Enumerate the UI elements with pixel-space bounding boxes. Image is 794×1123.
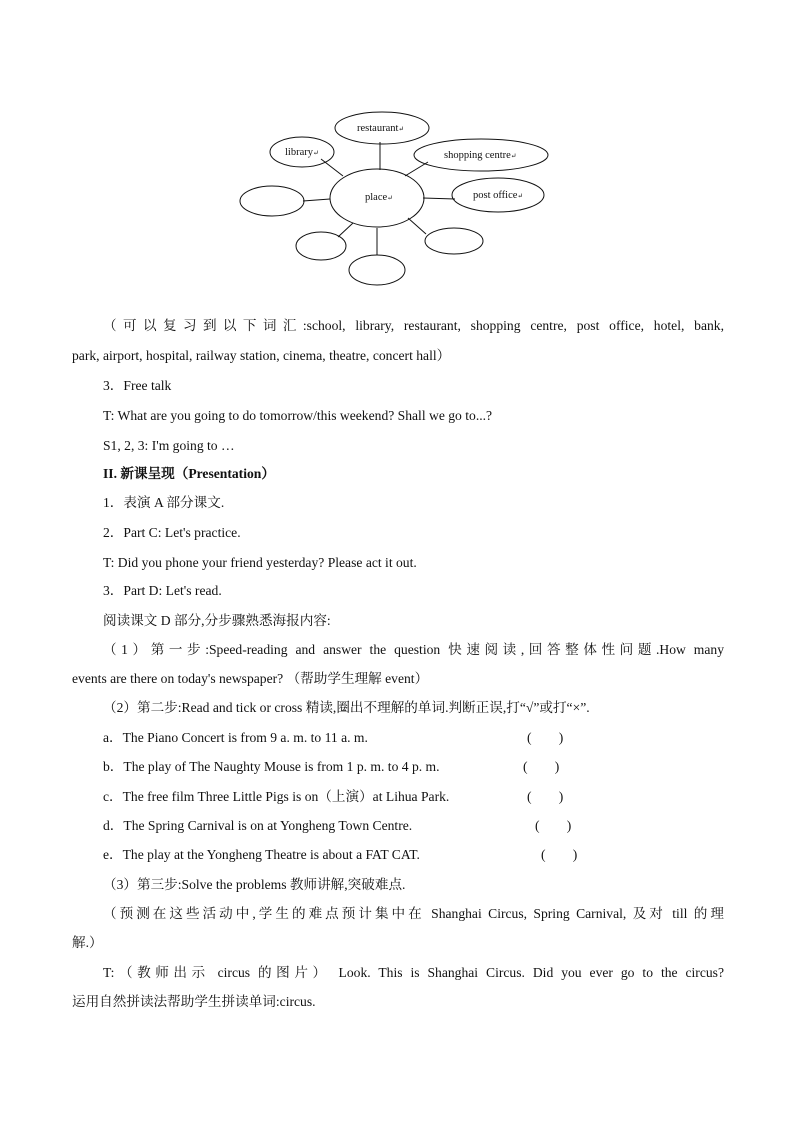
reading-intro: 阅读课文 D 部分,分步骤熟悉海报内容:	[103, 613, 331, 628]
place-mind-map	[230, 106, 560, 290]
statement-e: e．The play at the Yongheng Theatre is about a FAT CAT.	[103, 847, 420, 862]
statement-d: d．The Spring Carnival is on at Yongheng Town Centre.	[103, 818, 413, 833]
teacher-question-1: T: What are you going to do tomorrow/this weekend? Shall we go to...?	[103, 408, 493, 423]
connector-empty-right	[408, 218, 426, 234]
answer-blank-a[interactable]: ( )	[527, 730, 564, 745]
answer-blank-d[interactable]: ( )	[535, 818, 572, 833]
phonics-note: 运用自然拼读法帮助学生拼读单词:circus.	[72, 994, 316, 1009]
solve-problems-step: （3）第三步:Solve the problems 教师讲解,突破难点.	[103, 877, 406, 892]
step-1-perform: 1．表演 A 部分课文.	[103, 495, 225, 510]
student-answer: S1, 2, 3: I'm going to …	[103, 438, 235, 453]
tick-or-cross-step: （2）第二步:Read and tick or cross 精读,圈出不理解的单词.判断正误,打“√”或打“×”.	[103, 700, 590, 715]
review-vocab-line-2: park, airport, hospital, railway station, cinema, theatre, concert hall）	[72, 348, 451, 363]
statement-c: c．The free film Three Little Pigs is on（上演）at Lihua Park.	[103, 789, 450, 804]
node-empty-right	[425, 228, 483, 254]
node-empty-left	[240, 186, 304, 216]
teacher-question-2: T: Did you phone your friend yesterday? Please act it out.	[103, 555, 417, 570]
step-2-practice: 2．Part C: Let's practice.	[103, 525, 241, 540]
speed-reading-step: （1）第一步:Speed-reading and answer the question 快速阅读,回答整体性问题.How many	[103, 642, 724, 657]
post-office-label: post office↵	[473, 190, 524, 201]
node-empty-bottom-left	[296, 232, 346, 260]
free-talk-heading: 3．Free talk	[103, 378, 172, 393]
answer-blank-e[interactable]: ( )	[541, 847, 578, 862]
answer-blank-c[interactable]: ( )	[527, 789, 564, 804]
speed-reading-step-2: events are there on today's newspaper? （帮助学生理解 event）	[72, 671, 429, 686]
section-heading-presentation: II. 新课呈现（Presentation）	[103, 466, 275, 481]
step-3-read: 3．Part D: Let's read.	[103, 583, 222, 598]
library-label: library↵	[285, 147, 319, 158]
shopping-centre-label: shopping centre↵	[444, 150, 517, 161]
connector-empty-left	[303, 199, 330, 201]
restaurant-label: restaurant↵	[357, 123, 405, 134]
statement-b: b．The play of The Naughty Mouse is from 1 p. m. to 4 p. m.	[103, 759, 440, 774]
prediction-note-2: 解.）	[72, 935, 103, 950]
statement-a: a．The Piano Concert is from 9 a. m. to 11 a. m.	[103, 730, 368, 745]
teacher-question-3: T:（教师出示 circus 的图片） Look. This is Shanghai Circus. Did you ever go to the circus?	[103, 965, 724, 980]
connector-library	[321, 159, 343, 176]
node-empty-bottom	[349, 255, 405, 285]
review-vocab-line: （可以复习到以下词汇:school, library, restaurant, shopping centre, post office, hotel, bank,	[103, 318, 724, 333]
connector-empty-bottom-left	[338, 223, 353, 237]
center-label: place↵	[365, 192, 394, 203]
answer-blank-b[interactable]: ( )	[523, 759, 560, 774]
prediction-note: （预测在这些活动中,学生的难点预计集中在 Shanghai Circus, Spring Carnival, 及对 till 的理	[103, 906, 724, 921]
connector-post-office	[423, 198, 455, 199]
